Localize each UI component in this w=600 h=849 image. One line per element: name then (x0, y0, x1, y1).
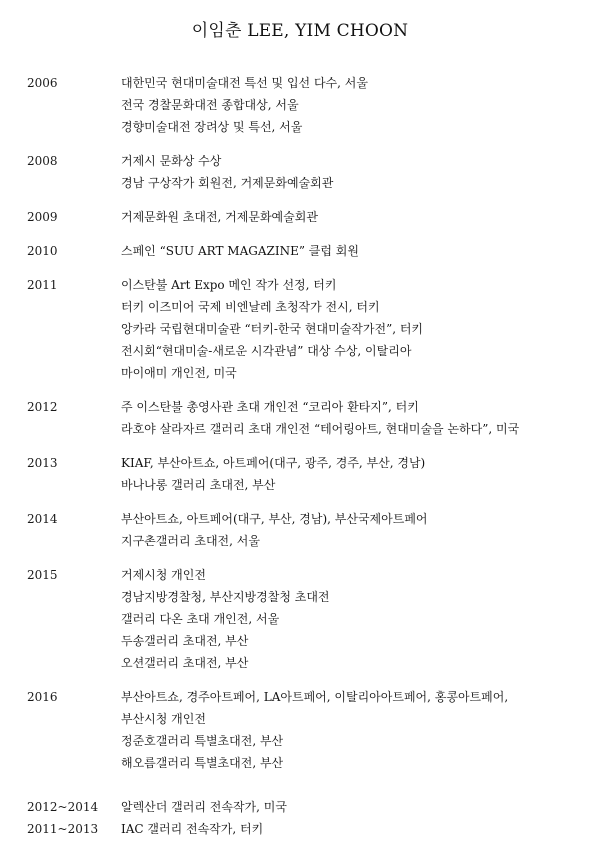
affiliation-period: 2012~2014 (27, 800, 99, 814)
year-entries (121, 508, 597, 552)
year-entries (121, 396, 597, 440)
history-entry: 앙카라 국립현대미술관 “터키-한국 현대미술작가전”, 터키 (121, 322, 424, 336)
history-entry: 주 이스탄불 총영사관 초대 개인전 “코리아 환타지”, 터키 (121, 400, 419, 414)
history-entry: 거제문화원 초대전, 거제문화예술회관 (121, 210, 318, 224)
year-label: 2010 (27, 244, 58, 258)
year-entries (121, 274, 597, 384)
year-entries (121, 206, 597, 228)
year-entries (121, 564, 597, 674)
affiliation-row (27, 796, 597, 818)
affiliation-row (27, 818, 597, 840)
year-block-2010 (27, 240, 597, 262)
affiliation-period: 2011~2013 (27, 822, 99, 836)
history-entry: 부산아트쇼, 아트페어(대구, 부산, 경남), 부산국제아트페어 (121, 512, 428, 526)
history-entry: 부산시청 개인전 (121, 712, 206, 726)
history-entry: 전시회“현대미술-새로운 시각관념” 대상 수상, 이탈리아 (121, 344, 412, 358)
history-entry: KIAF, 부산아트쇼, 아트페어(대구, 광주, 경주, 부산, 경남) (121, 456, 426, 470)
history-entry: 터키 이즈미어 국제 비엔날레 초청작가 전시, 터키 (121, 300, 380, 314)
year-label: 2015 (27, 568, 58, 582)
affiliation-entries (121, 818, 597, 840)
year-block-2012 (27, 396, 597, 440)
affiliation-entry: 알렉산더 갤러리 전속작가, 미국 (121, 800, 287, 814)
year-label: 2012 (27, 400, 58, 414)
year-entries (121, 452, 597, 496)
year-block-2015 (27, 564, 597, 674)
year-block-2014 (27, 508, 597, 552)
year-label: 2009 (27, 210, 58, 224)
history-entry: 거제시 문화상 수상 (121, 154, 222, 168)
year-block-2016 (27, 686, 597, 774)
year-block-2006 (27, 72, 597, 138)
history-entry: 해오름갤러리 특별초대전, 부산 (121, 756, 284, 770)
affiliation-entry: IAC 갤러리 전속작가, 터키 (121, 822, 264, 836)
history-entry: 전국 경찰문화대전 종합대상, 서울 (121, 98, 299, 112)
history-entry: 마이애미 개인전, 미국 (121, 366, 237, 380)
history-entry: 거제시청 개인전 (121, 568, 206, 582)
year-block-2008 (27, 150, 597, 194)
year-entries (121, 150, 597, 194)
year-label: 2006 (27, 76, 58, 90)
year-label: 2014 (27, 512, 58, 526)
year-block-2011 (27, 274, 597, 384)
history-entry: 경향미술대전 장려상 및 특선, 서울 (121, 120, 303, 134)
year-label: 2011 (27, 278, 58, 292)
history-entry: 오션갤러리 초대전, 부산 (121, 656, 249, 670)
year-label: 2008 (27, 154, 58, 168)
exhibition-history (27, 72, 597, 840)
history-entry: 경남 구상작가 회원전, 거제문화예술회관 (121, 176, 334, 190)
history-entry: 스페인 “SUU ART MAGAZINE” 클럽 회원 (121, 244, 359, 258)
history-entry: 바나나롱 갤러리 초대전, 부산 (121, 478, 276, 492)
page-title: 이임춘 LEE, YIM CHOON (191, 21, 409, 41)
year-label: 2016 (27, 690, 58, 704)
year-label: 2013 (27, 456, 58, 470)
history-entry: 갤러리 다온 초대 개인전, 서울 (121, 612, 280, 626)
year-entries (121, 240, 597, 262)
affiliation-entries (121, 796, 597, 818)
year-entries (121, 686, 597, 774)
section-spacer (27, 786, 597, 796)
history-entry: 이스탄불 Art Expo 메인 작가 선정, 터키 (121, 278, 337, 292)
history-entry: 정준호갤러리 특별초대전, 부산 (121, 734, 284, 748)
history-entry: 라호야 살라자르 갤러리 초대 개인전 “테어링아트, 현대미술을 논하다”, 미국 (121, 422, 520, 436)
history-entry: 지구촌갤러리 초대전, 서울 (121, 534, 260, 548)
history-entry: 부산아트쇼, 경주아트페어, LA아트페어, 이탈리아아트페어, 홍콩아트페어, (121, 690, 509, 704)
year-block-2013 (27, 452, 597, 496)
history-entry: 두송갤러리 초대전, 부산 (121, 634, 249, 648)
year-entries (121, 72, 597, 138)
year-block-2009 (27, 206, 597, 228)
history-entry: 대한민국 현대미술대전 특선 및 입선 다수, 서울 (121, 76, 368, 90)
history-entry: 경남지방경찰청, 부산지방경찰청 초대전 (121, 590, 330, 604)
